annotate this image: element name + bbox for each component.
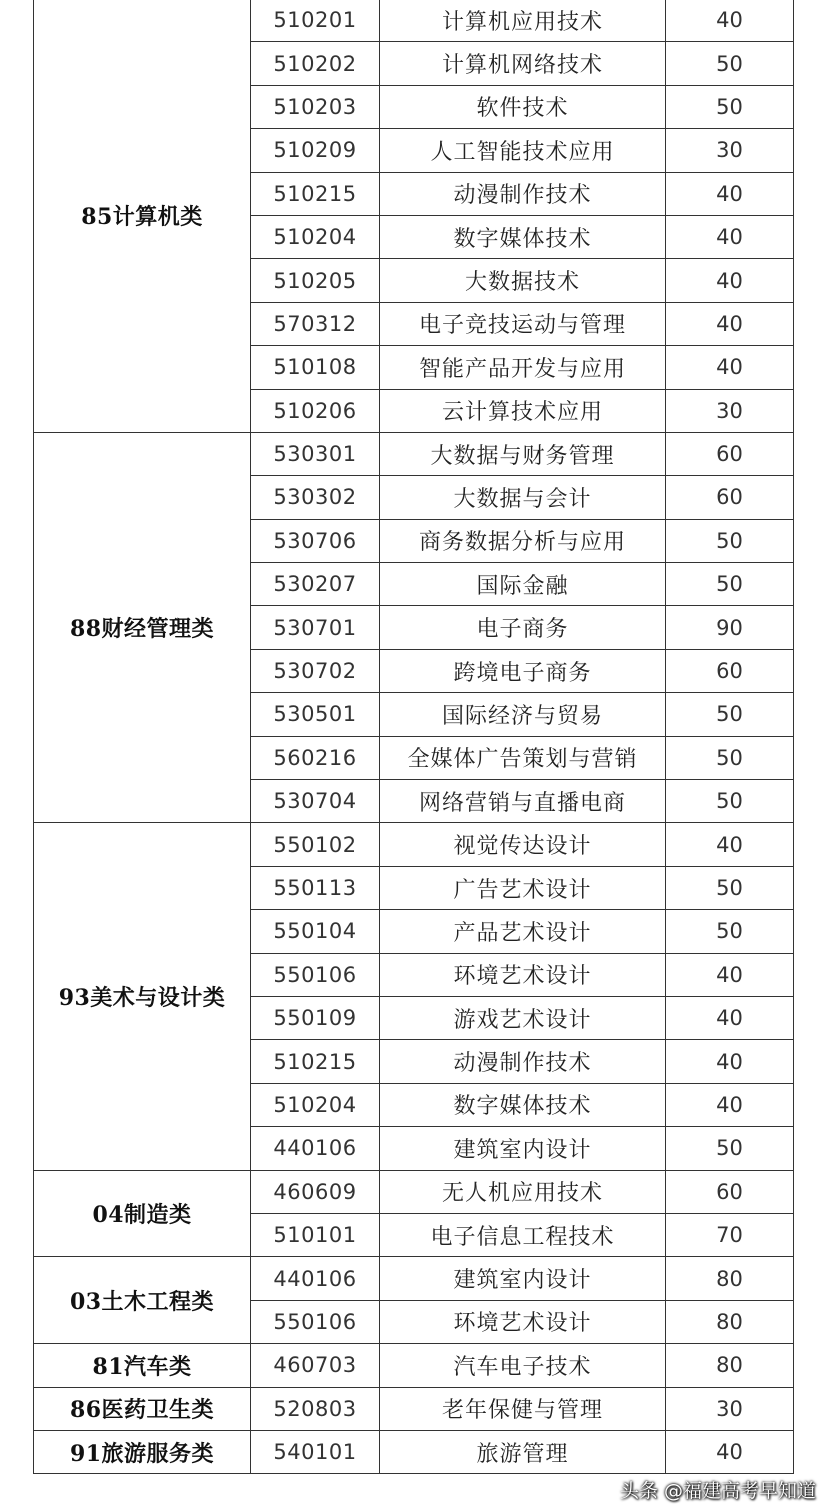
major-code-cell: 510215 xyxy=(251,1040,380,1083)
enrollment-count-cell: 40 xyxy=(666,346,794,389)
enrollment-count-cell: 30 xyxy=(666,129,794,172)
enrollment-count-cell: 60 xyxy=(666,649,794,692)
table-row xyxy=(34,1344,794,1387)
major-name-cell: 视觉传达设计 xyxy=(380,823,666,866)
major-code-cell: 530301 xyxy=(251,432,380,475)
enrollment-count-cell: 50 xyxy=(666,693,794,736)
major-name-cell: 旅游管理 xyxy=(380,1430,666,1473)
major-name-cell: 电子竞技运动与管理 xyxy=(380,302,666,345)
major-code-cell: 550109 xyxy=(251,996,380,1039)
enrollment-count-cell: 90 xyxy=(666,606,794,649)
major-name-cell: 电子信息工程技术 xyxy=(380,1213,666,1256)
major-code-cell: 460703 xyxy=(251,1344,380,1387)
major-name-cell: 软件技术 xyxy=(380,85,666,128)
enrollment-count-cell: 50 xyxy=(666,780,794,823)
major-code-cell: 530302 xyxy=(251,476,380,519)
major-name-cell: 大数据与财务管理 xyxy=(380,432,666,475)
major-name-cell: 汽车电子技术 xyxy=(380,1344,666,1387)
enrollment-count-cell: 50 xyxy=(666,1127,794,1170)
major-name-cell: 环境艺术设计 xyxy=(380,1300,666,1343)
enrollment-count-cell: 40 xyxy=(666,1430,794,1473)
major-code-cell: 530706 xyxy=(251,519,380,562)
category-cell: 88财经管理类 xyxy=(34,432,251,823)
major-code-cell: 550102 xyxy=(251,823,380,866)
category-cell: 86医药卫生类 xyxy=(34,1387,251,1430)
enrollment-count-cell: 60 xyxy=(666,1170,794,1213)
major-name-cell: 全媒体广告策划与营销 xyxy=(380,736,666,779)
category-cell: 93美术与设计类 xyxy=(34,823,251,1170)
major-name-cell: 人工智能技术应用 xyxy=(380,129,666,172)
major-code-cell: 550104 xyxy=(251,910,380,953)
major-code-cell: 510203 xyxy=(251,85,380,128)
major-name-cell: 无人机应用技术 xyxy=(380,1170,666,1213)
major-code-cell: 440106 xyxy=(251,1127,380,1170)
major-code-cell: 510209 xyxy=(251,129,380,172)
enrollment-count-cell: 80 xyxy=(666,1257,794,1300)
enrollment-count-cell: 40 xyxy=(666,172,794,215)
enrollment-count-cell: 50 xyxy=(666,736,794,779)
major-code-cell: 550113 xyxy=(251,866,380,909)
major-code-cell: 440106 xyxy=(251,1257,380,1300)
major-code-cell: 510206 xyxy=(251,389,380,432)
major-name-cell: 建筑室内设计 xyxy=(380,1257,666,1300)
major-name-cell: 电子商务 xyxy=(380,606,666,649)
major-code-cell: 530701 xyxy=(251,606,380,649)
watermark-text: 头条 @福建高考早知道 xyxy=(619,1480,816,1502)
major-code-cell: 460609 xyxy=(251,1170,380,1213)
major-name-cell: 网络营销与直播电商 xyxy=(380,780,666,823)
enrollment-count-cell: 50 xyxy=(666,519,794,562)
category-cell: 03土木工程类 xyxy=(34,1257,251,1344)
major-code-cell: 530501 xyxy=(251,693,380,736)
major-code-cell: 510108 xyxy=(251,346,380,389)
enrollment-count-cell: 40 xyxy=(666,1083,794,1126)
major-name-cell: 动漫制作技术 xyxy=(380,172,666,215)
major-code-cell: 510215 xyxy=(251,172,380,215)
table-row xyxy=(34,1387,794,1430)
enrollment-count-cell: 40 xyxy=(666,215,794,258)
major-code-cell: 540101 xyxy=(251,1430,380,1473)
major-name-cell: 国际金融 xyxy=(380,563,666,606)
enrollment-count-cell: 40 xyxy=(666,953,794,996)
major-code-cell: 510205 xyxy=(251,259,380,302)
enrollment-count-cell: 40 xyxy=(666,996,794,1039)
category-cell: 04制造类 xyxy=(34,1170,251,1257)
enrollment-count-cell: 30 xyxy=(666,389,794,432)
major-code-cell: 560216 xyxy=(251,736,380,779)
enrollment-count-cell: 50 xyxy=(666,85,794,128)
major-code-cell: 510101 xyxy=(251,1213,380,1256)
category-cell: 81汽车类 xyxy=(34,1344,251,1387)
enrollment-count-cell: 50 xyxy=(666,42,794,85)
majors-table xyxy=(33,0,794,1474)
major-name-cell: 商务数据分析与应用 xyxy=(380,519,666,562)
major-code-cell: 510204 xyxy=(251,1083,380,1126)
major-name-cell: 智能产品开发与应用 xyxy=(380,346,666,389)
major-name-cell: 环境艺术设计 xyxy=(380,953,666,996)
majors-table-body xyxy=(34,0,794,1474)
enrollment-count-cell: 80 xyxy=(666,1300,794,1343)
major-name-cell: 老年保健与管理 xyxy=(380,1387,666,1430)
table-row xyxy=(34,1430,794,1473)
major-code-cell: 510201 xyxy=(251,0,380,42)
enrollment-count-cell: 40 xyxy=(666,0,794,42)
major-name-cell: 计算机网络技术 xyxy=(380,42,666,85)
enrollment-count-cell: 30 xyxy=(666,1387,794,1430)
table-row xyxy=(34,432,794,475)
enrollment-count-cell: 40 xyxy=(666,259,794,302)
enrollment-count-cell: 40 xyxy=(666,823,794,866)
major-code-cell: 530207 xyxy=(251,563,380,606)
major-name-cell: 计算机应用技术 xyxy=(380,0,666,42)
major-name-cell: 大数据技术 xyxy=(380,259,666,302)
enrollment-count-cell: 60 xyxy=(666,476,794,519)
major-code-cell: 520803 xyxy=(251,1387,380,1430)
enrollment-count-cell: 80 xyxy=(666,1344,794,1387)
category-cell: 91旅游服务类 xyxy=(34,1430,251,1473)
enrollment-count-cell: 60 xyxy=(666,432,794,475)
major-name-cell: 数字媒体技术 xyxy=(380,1083,666,1126)
major-code-cell: 530702 xyxy=(251,649,380,692)
major-code-cell: 510202 xyxy=(251,42,380,85)
major-name-cell: 跨境电子商务 xyxy=(380,649,666,692)
major-code-cell: 550106 xyxy=(251,1300,380,1343)
major-name-cell: 动漫制作技术 xyxy=(380,1040,666,1083)
enrollment-count-cell: 50 xyxy=(666,563,794,606)
major-code-cell: 530704 xyxy=(251,780,380,823)
enrollment-count-cell: 50 xyxy=(666,910,794,953)
enrollment-count-cell: 50 xyxy=(666,866,794,909)
major-name-cell: 数字媒体技术 xyxy=(380,215,666,258)
category-cell: 85计算机类 xyxy=(34,0,251,432)
major-code-cell: 510204 xyxy=(251,215,380,258)
major-code-cell: 550106 xyxy=(251,953,380,996)
table-row xyxy=(34,823,794,866)
table-row xyxy=(34,1170,794,1213)
major-name-cell: 国际经济与贸易 xyxy=(380,693,666,736)
table-row xyxy=(34,1257,794,1300)
major-name-cell: 云计算技术应用 xyxy=(380,389,666,432)
major-name-cell: 建筑室内设计 xyxy=(380,1127,666,1170)
major-name-cell: 产品艺术设计 xyxy=(380,910,666,953)
enrollment-count-cell: 70 xyxy=(666,1213,794,1256)
major-name-cell: 广告艺术设计 xyxy=(380,866,666,909)
enrollment-count-cell: 40 xyxy=(666,302,794,345)
major-name-cell: 游戏艺术设计 xyxy=(380,996,666,1039)
major-code-cell: 570312 xyxy=(251,302,380,345)
major-name-cell: 大数据与会计 xyxy=(380,476,666,519)
table-row xyxy=(34,0,794,42)
enrollment-count-cell: 40 xyxy=(666,1040,794,1083)
